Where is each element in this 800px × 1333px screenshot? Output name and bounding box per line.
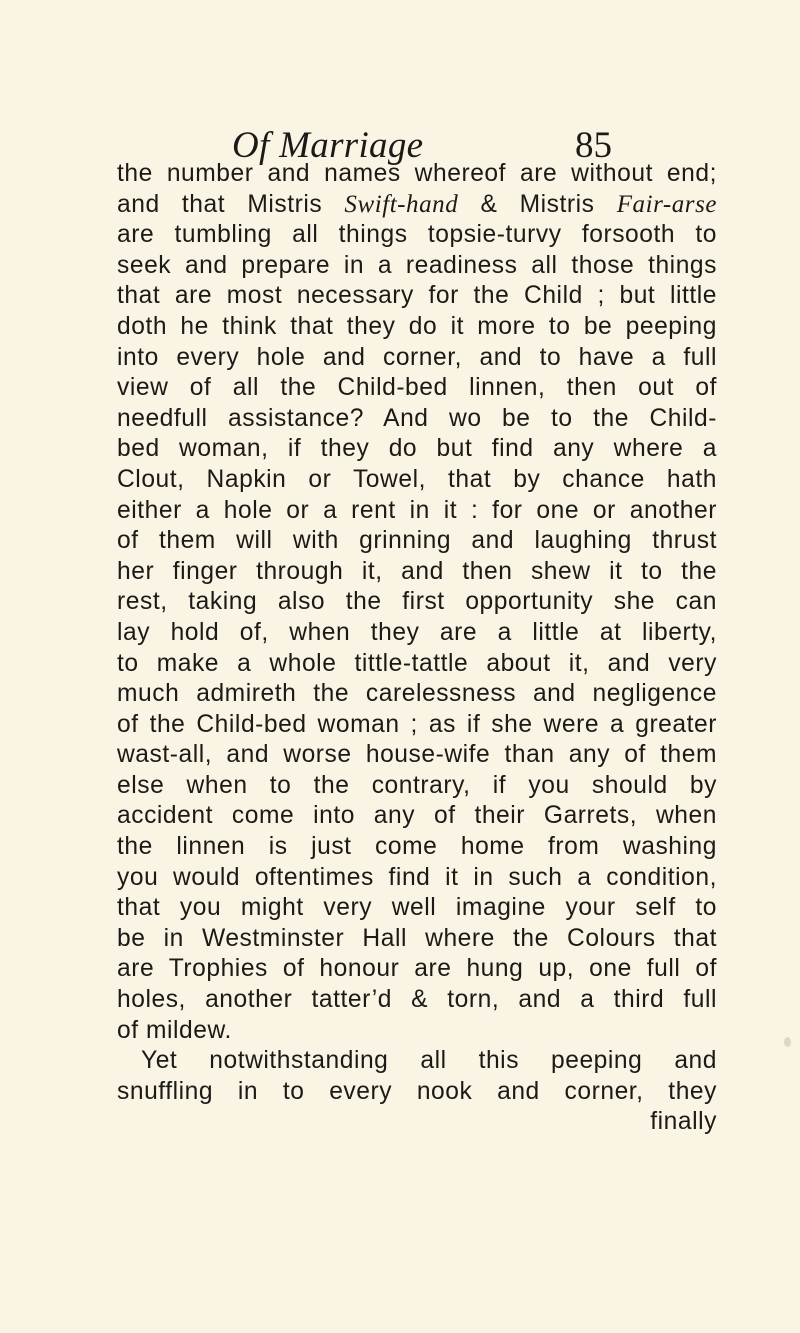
text-line: [117, 281, 717, 312]
text-segment: are Trophies of honour are hung up, one full of: [117, 955, 717, 983]
text-line: [117, 740, 717, 771]
text-line: [117, 832, 717, 863]
page-number: 85: [575, 125, 612, 166]
text-line: [117, 159, 717, 190]
paper-fleck: [784, 1037, 791, 1047]
text-segment: you would oftentimes find it in such a condition,: [117, 863, 717, 891]
text-segment: to make a whole tittle-tattle about it, and very: [117, 649, 717, 677]
text-segment: snuffling in to every nook and corner, they: [117, 1077, 717, 1105]
text-segment: Clout, Napkin or Towel, that by chance hath: [117, 465, 717, 493]
text-segment: accident come into any of their Garrets, when: [117, 802, 717, 830]
text-segment: holes, another tatter’d & torn, and a third full: [117, 986, 717, 1014]
text-segment: that you might very well imagine your self to: [117, 894, 717, 922]
text-line: [117, 801, 717, 832]
text-line: [117, 863, 717, 894]
running-title: Of Marriage: [232, 125, 424, 166]
text-segment: her finger through it, and then shew it to the: [117, 557, 717, 585]
text-line: [117, 496, 717, 527]
text-segment: & Mistris: [458, 190, 617, 218]
text-segment: the linnen is just come home from washing: [117, 833, 717, 861]
text-line: [117, 649, 717, 680]
text-segment: either a hole or a rent in it : for one or another: [117, 496, 717, 524]
text-segment: doth he think that they do it more to be peeping: [117, 312, 717, 340]
text-segment: much admireth the carelessness and negligence: [117, 680, 717, 708]
text-line: [117, 1077, 717, 1108]
text-line: [117, 924, 717, 955]
text-segment: seek and prepare in a readiness all those things: [117, 251, 717, 279]
text-segment: of mildew.: [117, 1016, 232, 1044]
text-line: [117, 404, 717, 435]
text-line: [117, 465, 717, 496]
text-segment: else when to the contrary, if you should by: [117, 771, 717, 799]
text-line: [117, 373, 717, 404]
text-line: [117, 1016, 717, 1047]
text-line: [117, 679, 717, 710]
text-line: [117, 954, 717, 985]
text-segment: lay hold of, when they are a little at liberty,: [117, 618, 717, 646]
text-line: [117, 312, 717, 343]
text-segment: be in Westminster Hall where the Colours that: [117, 924, 717, 952]
text-segment: of them will with grinning and laughing thrust: [117, 527, 717, 555]
text-line: [117, 557, 717, 588]
text-line: [117, 190, 717, 221]
italic-name: Fair-arse: [616, 190, 718, 218]
text-line: [117, 771, 717, 802]
text-line: [117, 343, 717, 374]
text-line: [117, 251, 717, 282]
text-line: [117, 1046, 717, 1077]
text-line: [117, 220, 717, 251]
body-text: [117, 159, 717, 1138]
text-segment: rest, taking also the first opportunity she can: [117, 588, 717, 616]
text-segment: wast-all, and worse house-wife than any of them: [117, 741, 717, 769]
text-segment: needfull assistance? And wo be to the Child-: [117, 404, 717, 432]
text-line: [117, 985, 717, 1016]
text-segment: bed woman, if they do but find any where a: [117, 435, 717, 463]
text-line: [117, 618, 717, 649]
text-segment: view of all the Child-bed linnen, then out of: [117, 374, 717, 402]
text-segment: of the Child-bed woman ; as if she were a greater: [117, 710, 717, 738]
text-line: [117, 526, 717, 557]
catchword: finally: [650, 1108, 717, 1136]
text-line: [117, 434, 717, 465]
italic-name: Swift-hand: [344, 190, 459, 218]
text-segment: the number and names whereof are without end;: [117, 160, 717, 187]
text-line: [117, 893, 717, 924]
text-segment: and that Mistris: [117, 190, 345, 218]
text-segment: Yet notwithstanding all this peeping and: [141, 1047, 717, 1075]
text-segment: that are most necessary for the Child ; but little: [117, 282, 717, 310]
text-segment: are tumbling all things topsie-turvy forsooth to: [117, 221, 717, 249]
text-segment: into every hole and corner, and to have a full: [117, 343, 717, 371]
text-line: [117, 710, 717, 741]
text-line: [117, 587, 717, 618]
